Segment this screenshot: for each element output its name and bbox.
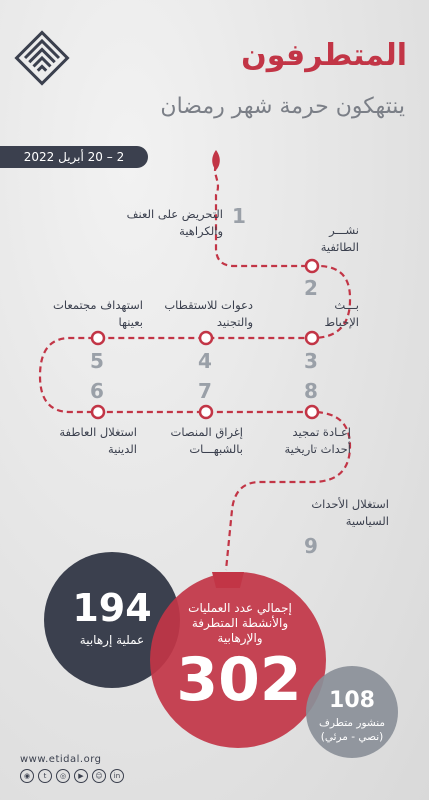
step-number-9: 9 bbox=[304, 534, 318, 558]
web-icon[interactable]: ◉ bbox=[20, 769, 34, 783]
step-label-3: بـــث الإحباط bbox=[324, 298, 359, 329]
timeline-dot-5 bbox=[92, 332, 104, 344]
website-link[interactable]: www.etidal.org bbox=[20, 754, 102, 765]
timeline-dot-4 bbox=[200, 332, 212, 344]
step-label-1: التحريض على العنف والكراهية bbox=[126, 207, 223, 238]
twitter-icon[interactable]: t bbox=[38, 769, 52, 783]
stat-posts-value: 108 bbox=[329, 688, 375, 713]
step-number-2: 2 bbox=[304, 276, 318, 300]
timeline-dot-8 bbox=[306, 406, 318, 418]
stat-total-label: إجمالي عدد العمليات والأنشطة المتطرفة والإرهابية bbox=[188, 601, 292, 645]
step-number-8: 8 bbox=[304, 379, 318, 403]
fuse-flame-icon bbox=[212, 150, 220, 170]
timeline-dot-6 bbox=[92, 406, 104, 418]
snapchat-icon[interactable]: ☺ bbox=[92, 769, 106, 783]
step-label-6: استغلال العاطفة الدينية bbox=[59, 425, 137, 456]
step-number-4: 4 bbox=[198, 349, 212, 373]
page-title: المتطرفون bbox=[241, 38, 407, 73]
stat-total-value: 302 bbox=[176, 645, 302, 715]
step-label-2: نشـــر الطائفية bbox=[320, 223, 359, 254]
stat-posts-label: منشور متطرف (نصي - مرئي) bbox=[318, 717, 386, 743]
step-number-6: 6 bbox=[90, 379, 104, 403]
step-number-1: 1 bbox=[232, 204, 246, 228]
step-label-9: استغلال الأحداث السياسية bbox=[311, 497, 389, 528]
step-label-7: إغراق المنصات بالشبهـــات bbox=[170, 425, 243, 456]
step-number-3: 3 bbox=[304, 349, 318, 373]
instagram-icon[interactable]: ◎ bbox=[56, 769, 70, 783]
timeline-dot-3 bbox=[306, 332, 318, 344]
step-label-4: دعوات للاستقطاب والتجنيد bbox=[164, 298, 253, 329]
youtube-icon[interactable]: ▶ bbox=[74, 769, 88, 783]
timeline-dot-7 bbox=[200, 406, 212, 418]
step-label-8: إعـادة تمجيد أحداث تاريخية bbox=[284, 425, 351, 456]
step-number-5: 5 bbox=[90, 349, 104, 373]
step-label-5: استهداف مجتمعات بعينها bbox=[53, 298, 143, 329]
page-subtitle: ينتهكون حرمة شهر رمضان bbox=[160, 94, 405, 119]
social-icons bbox=[20, 769, 124, 783]
timeline-dot-2 bbox=[306, 260, 318, 272]
step-number-7: 7 bbox=[198, 379, 212, 403]
stat-operations-label: عملية إرهابية bbox=[79, 633, 145, 647]
stat-operations-value: 194 bbox=[72, 586, 152, 630]
date-range-banner: 2 – 20 أبريل 2022 bbox=[0, 146, 148, 168]
linkedin-icon[interactable]: in bbox=[110, 769, 124, 783]
